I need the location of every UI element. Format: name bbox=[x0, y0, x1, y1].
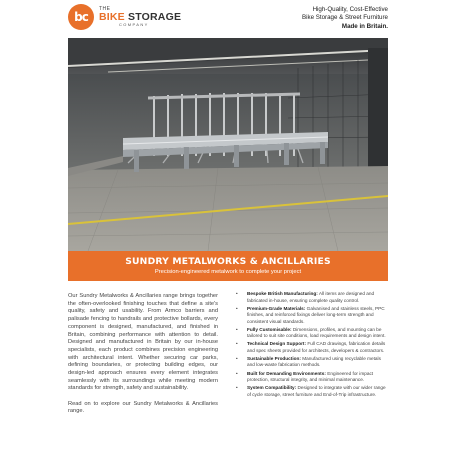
feature-item bbox=[236, 306, 388, 326]
logo-name bbox=[99, 12, 181, 23]
tagline-line-3: Made in Britain. bbox=[341, 22, 388, 30]
feature-text: Galvanised and stainless steels, PPC finishes, and reinforced fixings deliver long-term strength and consistent visual standards. bbox=[247, 305, 385, 324]
feature-item bbox=[236, 341, 388, 354]
feature-item bbox=[236, 291, 388, 304]
logo-name-storage: STORAGE bbox=[128, 10, 182, 23]
logo-company: COMPANY bbox=[119, 22, 149, 28]
feature-title: Technical Design Support: bbox=[247, 341, 307, 347]
logo-monogram-icon: bc bbox=[68, 4, 94, 30]
intro-paragraph-1: Our Sundry Metalworks & Ancillaries range brings together the often-overlooked finishing touches that define a site's quality, safety and usability. From Armco barriers and palisade fencing to handrails and protective bollards, every component is designed, manufactured, and finished in Britain, combining performance with attention to detail. Designed and manufactured in Britain by our in-house specialists, each product combines precision engineering with architectural intent. Whether securing car parks, defining boundaries, or protecting building edges, our design-led approach ensures every element integrates seamlessly with its surroundings while meeting modern standards for strength, safety and sustainability. bbox=[68, 293, 218, 392]
logo-the: THE bbox=[99, 5, 111, 12]
feature-item bbox=[236, 371, 388, 384]
feature-title: Built for Demanding Environments: bbox=[247, 370, 326, 376]
feature-title: System Compatibility: bbox=[247, 385, 297, 391]
feature-text: All items are designed and fabricated in-house, ensuring complete quality control. bbox=[247, 291, 375, 303]
feature-title: Sustainable Production: bbox=[247, 355, 301, 361]
intro-paragraph-2: Read on to explore our Sundry Metalworks & Ancillaries range. bbox=[68, 400, 218, 415]
header-tagline bbox=[302, 6, 388, 31]
feature-text: Manufactured using recyclable metals and low-waste fabrication methods. bbox=[247, 355, 381, 368]
logo-wordmark bbox=[99, 7, 181, 28]
feature-item bbox=[236, 327, 388, 340]
hero-photo-illustration bbox=[68, 38, 388, 251]
features-list bbox=[236, 291, 388, 400]
intro-column bbox=[68, 293, 218, 416]
feature-text: Designed to integrate with our wider range of cycle storage, street furniture and End-of-Trip infrastructure. bbox=[247, 385, 386, 397]
logo-name-bike: BIKE bbox=[99, 10, 125, 23]
feature-title: Fully Customisable: bbox=[247, 326, 292, 332]
feature-text: Full CAD drawings, fabrication details and spec sheets provided for architects, developers & contractors. bbox=[247, 341, 386, 353]
tagline-line-1: High-Quality, Cost-Effective bbox=[312, 6, 388, 13]
company-logo[interactable] bbox=[68, 4, 181, 30]
page-header bbox=[68, 4, 388, 38]
banner-subtitle: Precision-engineered metalwork to complete your project bbox=[154, 269, 302, 275]
feature-text: Dimensions, profiles, and mounting can be tailored to suit site conditions, load requirements and design intent. bbox=[247, 326, 386, 339]
feature-title: Premium-Grade Materials: bbox=[247, 305, 306, 311]
hero-photo bbox=[68, 38, 388, 251]
feature-title: Bespoke British Manufacturing: bbox=[247, 291, 318, 296]
tagline-line-2: Bike Storage & Street Furniture bbox=[302, 14, 388, 22]
feature-text: Engineered for impact protection, structural integrity, and minimal maintenance. bbox=[247, 370, 374, 383]
section-banner bbox=[68, 251, 388, 281]
feature-item bbox=[236, 385, 388, 398]
feature-item bbox=[236, 356, 388, 369]
banner-title: SUNDRY METALWORKS & ANCILLARIES bbox=[125, 256, 331, 267]
